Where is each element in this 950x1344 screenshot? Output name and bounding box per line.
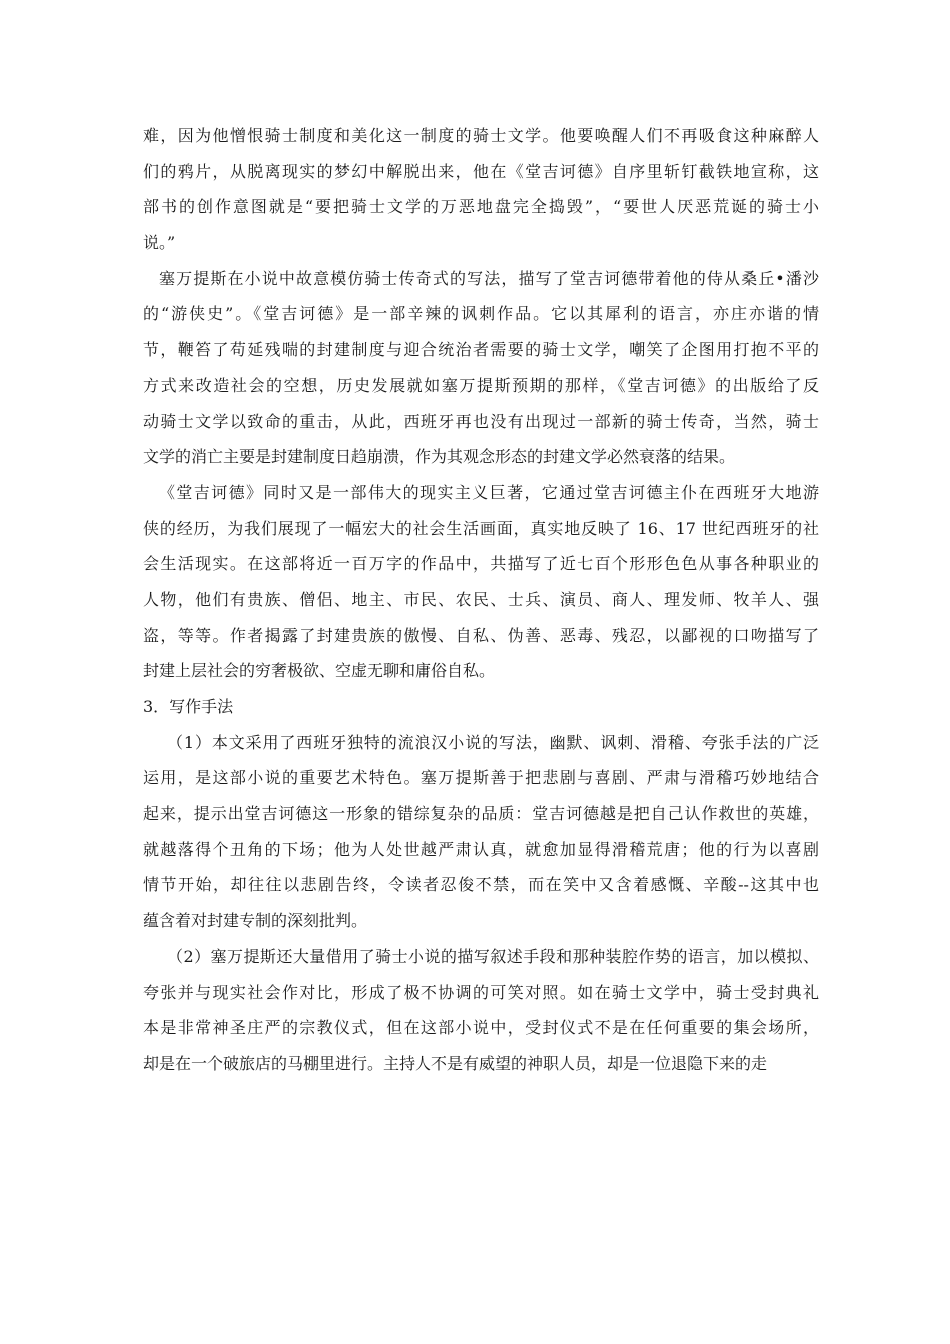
paragraph	[143, 261, 819, 475]
text-line: 3．写作手法	[143, 697, 234, 716]
text-line: 方式来改造社会的空想，历史发展就如塞万提斯预期的那样，《堂吉诃德》的出版给了反	[143, 375, 819, 395]
text-line: 塞万提斯在小说中故意模仿骑士传奇式的写法，描写了堂吉诃德带着他的侍从桑丘•潘沙	[159, 268, 819, 288]
text-line: 侠的经历，为我们展现了一幅宏大的社会生活画面，真实地反映了 16、17 世纪西班牙的社	[143, 518, 819, 538]
text-line: 盗，等等。作者揭露了封建贵族的傲慢、自私、伪善、恶毒、残忍，以鄙视的口吻描写了	[143, 625, 819, 645]
text-line: 就越落得个丑角的下场；他为人处世越严肃认真，就愈加显得滑稽荒唐；他的行为以喜剧	[143, 839, 819, 859]
text-line: 动骑士文学以致命的重击，从此，西班牙再也没有出现过一部新的骑士传奇，当然，骑士	[143, 411, 819, 431]
document-body	[143, 118, 819, 1082]
paragraph	[143, 939, 819, 1082]
text-line: 人物，他们有贵族、僧侣、地主、市民、农民、士兵、演员、商人、理发师、牧羊人、强	[143, 589, 819, 609]
paragraph	[143, 118, 819, 261]
section-heading	[143, 689, 819, 725]
text-line: 说。”	[143, 233, 176, 253]
text-line: 节，鞭笞了苟延残喘的封建制度与迎合统治者需要的骑士文学，嘲笑了企图用打抱不平的	[143, 340, 819, 360]
text-line: 蕴含着对封建专制的深刻批判。	[143, 911, 368, 931]
text-line: 《堂吉诃德》同时又是一部伟大的现实主义巨著，它通过堂吉诃德主仆在西班牙大地游	[159, 482, 819, 502]
text-line: （1）本文采用了西班牙独特的流浪汉小说的写法，幽默、讽刺、滑稽、夸张手法的广泛	[167, 732, 819, 752]
text-line: 的“游侠史”。《堂吉诃德》是一部辛辣的讽刺作品。它以其犀利的语言，亦庄亦谐的情	[143, 304, 819, 324]
text-line: 却是在一个破旅店的马棚里进行。主持人不是有威望的神职人员，却是一位退隐下来的走	[143, 1053, 768, 1073]
text-line: （2）塞万提斯还大量借用了骑士小说的描写叙述手段和那种装腔作势的语言，加以模拟、	[167, 946, 819, 966]
text-line: 运用，是这部小说的重要艺术特色。塞万提斯善于把悲剧与喜剧、严肃与滑稽巧妙地结合	[143, 768, 819, 788]
text-line: 部书的创作意图就是“要把骑士文学的万恶地盘完全捣毁”，“要世人厌恶荒诞的骑士小	[143, 197, 819, 217]
text-line: 们的鸦片，从脱离现实的梦幻中解脱出来，他在《堂吉诃德》自序里斩钉截铁地宣称，这	[143, 161, 819, 181]
text-line: 会生活现实。在这部将近一百万字的作品中，共描写了近七百个形形色色从事各种职业的	[143, 554, 819, 574]
text-line: 起来，提示出堂吉诃德这一形象的错综复杂的品质：堂吉诃德越是把自己认作救世的英雄，	[143, 804, 819, 824]
text-line: 情节开始，却往往以悲剧告终，令读者忍俊不禁，而在笑中又含着感慨、辛酸--这其中也	[143, 875, 819, 895]
text-line: 难，因为他憎恨骑士制度和美化这一制度的骑士文学。他要唤醒人们不再吸食这种麻醉人	[143, 126, 819, 145]
text-line: 封建上层社会的穷奢极欲、空虚无聊和庸俗自私。	[143, 661, 496, 681]
paragraph	[143, 475, 819, 689]
text-line: 夸张并与现实社会作对比，形成了极不协调的可笑对照。如在骑士文学中，骑士受封典礼	[143, 982, 819, 1002]
text-line: 文学的消亡主要是封建制度日趋崩溃，作为其观念形态的封建文学必然衰落的结果。	[143, 447, 736, 467]
paragraph	[143, 725, 819, 939]
text-line: 本是非常神圣庄严的宗教仪式，但在这部小说中，受封仪式不是在任何重要的集会场所，	[143, 1018, 819, 1038]
